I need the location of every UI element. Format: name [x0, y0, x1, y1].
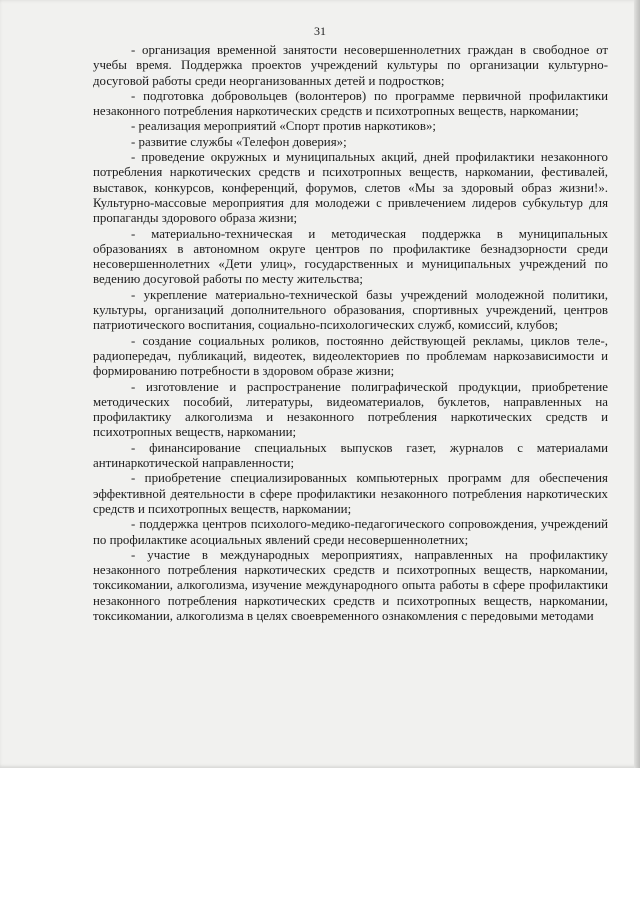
list-item: - реализация мероприятий «Спорт против наркотиков»;: [131, 119, 436, 134]
blank-area: [0, 768, 640, 905]
list-item: - проведение окружных и муниципальных акций, дней профилактики незаконного потребления наркотических средств и психотропных веществ, наркомании, фестивалей, выставок, конкурсов, конференций, форумов, слетов «Мы за здоровый образ жизни!». Культурно-массовые мероприятия для молодежи с привлечением лидеров субкультур для пропаганды здорового образа жизни;: [93, 150, 608, 226]
list-item: - участие в международных мероприятиях, направленных на профилактику незаконного потребления наркотических средств и психотропных веществ, наркомании, токсикомании, алкоголизма, изучение международного опыта работы в сфере профилактики незаконного потребления наркотических средств и психотропных веществ, наркомании, токсикомании, алкоголизма в целях своевременного ознакомления с передовыми методами: [93, 547, 608, 623]
page-edge-shadow: [634, 0, 640, 768]
list-item: - финансирование специальных выпусков газет, журналов с материалами антинаркотической направленности;: [93, 440, 608, 471]
list-item: - развитие службы «Телефон доверия»;: [131, 134, 347, 149]
list-item: - материально-техническая и методическая поддержка в муниципальных образованиях в автономном округе центров по профилактике безнадзорности среди несовершеннолетних «Дети улиц», государственных и муниципальных учреждений по ведению досуговой работы по месту жительства;: [93, 226, 608, 287]
list-item: - поддержка центров психолого-медико-педагогического сопровождения, учреждений по профилактике асоциальных явлений среди несовершеннолетних;: [93, 517, 608, 547]
list-item: - изготовление и распространение полиграфической продукции, приобретение методических пособий, литературы, видеоматериалов, буклетов, направленных на профилактику алкоголизма и незаконного потребления наркотических средств и психотропных веществ, наркомании;: [93, 379, 608, 440]
list-item: - создание социальных роликов, постоянно действующей рекламы, циклов теле-, радиопередач, публикаций, видеотек, видеолекториев по проблемам наркозависимости и формированию потребности в здоровом образе жизни;: [93, 333, 608, 379]
list-item: - организация временной занятости несовершеннолетних граждан в свободное от учебы время. Поддержка проектов учреждений культуры по организации культурно-досуговой работы среди неорганизованных детей и подростков;: [93, 43, 608, 88]
document-body: [93, 43, 608, 624]
list-item: - подготовка добровольцев (волонтеров) по программе первичной профилактики незаконного потребления наркотических средств и психотропных веществ, наркомании;: [93, 88, 608, 119]
list-item: - приобретение специализированных компьютерных программ для обеспечения эффективной деятельности в сфере профилактики незаконного потребления наркотических средств и психотропных веществ, наркомании;: [93, 471, 608, 516]
list-item: - укрепление материально-технической базы учреждений молодежной политики, культуры, организаций дополнительного образования, спортивных учреждений, центров патриотического воспитания, социально-психологических служб, комиссий, клубов;: [93, 287, 608, 333]
page-number: 31: [314, 24, 326, 38]
